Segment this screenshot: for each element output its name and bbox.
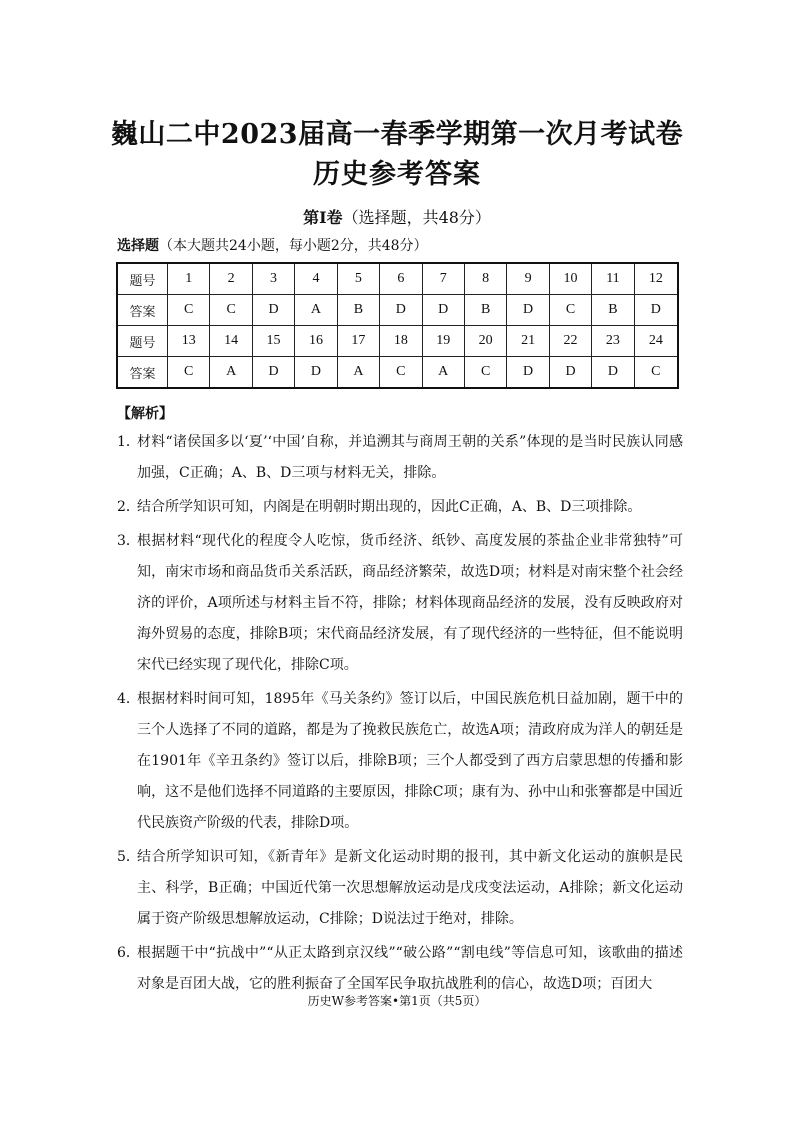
table-cell: D <box>422 295 464 326</box>
table-row-label: 题号 <box>117 263 168 295</box>
table-row-label: 答案 <box>117 295 168 326</box>
list-item <box>117 938 683 1000</box>
section-desc-rest: （本大题共24小题，每小题2分，共48分） <box>159 238 428 254</box>
list-item <box>117 492 683 523</box>
item-text: 结合所学知识可知，《新青年》是新文化运动时期的报刊，其中新文化运动的旗帜是民主、科学，B正确；中国近代第一次思想解放运动是戊戌变法运动，A排除；新文化运动属于资产阶级思想解放运动，C排除；D说法过于绝对，排除。 <box>137 849 683 927</box>
table-cell: B <box>337 295 379 326</box>
page-footer: 历史W参考答案•第1页（共5页） <box>307 994 487 1008</box>
table-row-numbers-1 <box>117 263 678 295</box>
list-item <box>117 842 683 935</box>
table-cell: C <box>549 295 591 326</box>
document-subtitle: 历史参考答案 <box>313 159 481 190</box>
table-cell: 6 <box>380 263 422 295</box>
table-cell: A <box>295 295 337 326</box>
table-cell: 1 <box>168 263 210 295</box>
table-cell: 11 <box>592 263 634 295</box>
table-row-answers-2 <box>117 357 678 389</box>
table-cell: D <box>507 295 549 326</box>
table-cell: 19 <box>422 326 464 357</box>
item-text: 结合所学知识可知，内阁是在明朝时期出现的，因此C正确，A、B、D三项排除。 <box>137 499 642 515</box>
table-cell: 5 <box>337 263 379 295</box>
item-number: 4． <box>117 691 140 707</box>
table-cell: 15 <box>252 326 294 357</box>
answer-table <box>116 262 679 389</box>
list-item <box>117 427 683 489</box>
item-text: 材料“诸侯国多以‘夏’‘中国’自称，并追溯其与商周王朝的关系”体现的是当时民族认同感加强，C正确；A、B、D三项与材料无关，排除。 <box>137 434 683 481</box>
table-cell: C <box>464 357 506 389</box>
table-cell: D <box>507 357 549 389</box>
table-row-numbers-2 <box>117 326 678 357</box>
document-title: 巍山二中2023届高一春季学期第一次月考试卷 <box>110 119 684 150</box>
item-number: 6． <box>117 945 140 961</box>
table-row-answers-1 <box>117 295 678 326</box>
table-cell: B <box>464 295 506 326</box>
table-cell: 18 <box>380 326 422 357</box>
table-cell: 20 <box>464 326 506 357</box>
table-cell: 2 <box>210 263 252 295</box>
table-cell: D <box>295 357 337 389</box>
item-text: 根据材料时间可知，1895年《马关条约》签订以后，中国民族危机日益加剧，题干中的三个人选择了不同的道路，都是为了挽救民族危亡，故选A项；清政府成为洋人的朝廷是在1901年《辛丑条约》签订以后，排除B项；三个人都受到了西方启蒙思想的传播和影响，这不是他们选择不同道路的主要原因，排除C项；康有为、孙中山和张謇都是中国近代民族资产阶级的代表，排除D项。 <box>137 691 683 831</box>
table-cell: 22 <box>549 326 591 357</box>
table-cell: D <box>634 295 678 326</box>
table-cell: C <box>634 357 678 389</box>
table-cell: 14 <box>210 326 252 357</box>
item-number: 1． <box>117 434 140 450</box>
table-row-label: 题号 <box>117 326 168 357</box>
table-cell: 24 <box>634 326 678 357</box>
table-cell: 17 <box>337 326 379 357</box>
section-title-bold: 第Ⅰ卷 <box>303 208 343 227</box>
list-item <box>117 526 683 681</box>
table-cell: 4 <box>295 263 337 295</box>
table-cell: D <box>252 357 294 389</box>
item-number: 2． <box>117 499 140 515</box>
table-cell: 16 <box>295 326 337 357</box>
item-number: 3． <box>117 533 140 549</box>
table-cell: A <box>422 357 464 389</box>
analysis-heading: 【解析】 <box>117 406 173 422</box>
table-row-label: 答案 <box>117 357 168 389</box>
table-cell: 23 <box>592 326 634 357</box>
section-description <box>117 235 428 255</box>
table-cell: B <box>592 295 634 326</box>
table-cell: C <box>210 295 252 326</box>
list-item <box>117 684 683 839</box>
section-title <box>0 205 794 228</box>
table-cell: 3 <box>252 263 294 295</box>
table-cell: C <box>380 357 422 389</box>
table-cell: A <box>210 357 252 389</box>
section-desc-bold: 选择题 <box>117 238 159 254</box>
table-cell: 8 <box>464 263 506 295</box>
table-cell: A <box>337 357 379 389</box>
table-cell: 13 <box>168 326 210 357</box>
table-cell: D <box>592 357 634 389</box>
table-cell: 7 <box>422 263 464 295</box>
table-cell: C <box>168 295 210 326</box>
table-cell: 12 <box>634 263 678 295</box>
item-text: 根据题干中“抗战中”“从正太路到京汉线”“破公路”“割电线”等信息可知，该歌曲的描述对象是百团大战，它的胜利振奋了全国军民争取抗战胜利的信心，故选D项；百团大 <box>137 945 683 992</box>
table-cell: 10 <box>549 263 591 295</box>
table-cell: 9 <box>507 263 549 295</box>
table-cell: 21 <box>507 326 549 357</box>
table-cell: D <box>380 295 422 326</box>
table-cell: D <box>549 357 591 389</box>
item-text: 根据材料“现代化的程度令人吃惊，货币经济、纸钞、高度发展的茶盐企业非常独特”可知，南宋市场和商品货币关系活跃，商品经济繁荣，故选D项；材料是对南宋整个社会经济的评价，A项所述与材料主旨不符，排除；材料体现商品经济的发展，没有反映政府对海外贸易的态度，排除B项；宋代商品经济发展，有了现代经济的一些特征，但不能说明宋代已经实现了现代化，排除C项。 <box>137 533 683 673</box>
section-title-rest: （选择题，共48分） <box>342 208 491 227</box>
item-number: 5． <box>117 849 140 865</box>
table-cell: C <box>168 357 210 389</box>
analysis-list <box>117 427 683 1003</box>
table-cell: D <box>252 295 294 326</box>
